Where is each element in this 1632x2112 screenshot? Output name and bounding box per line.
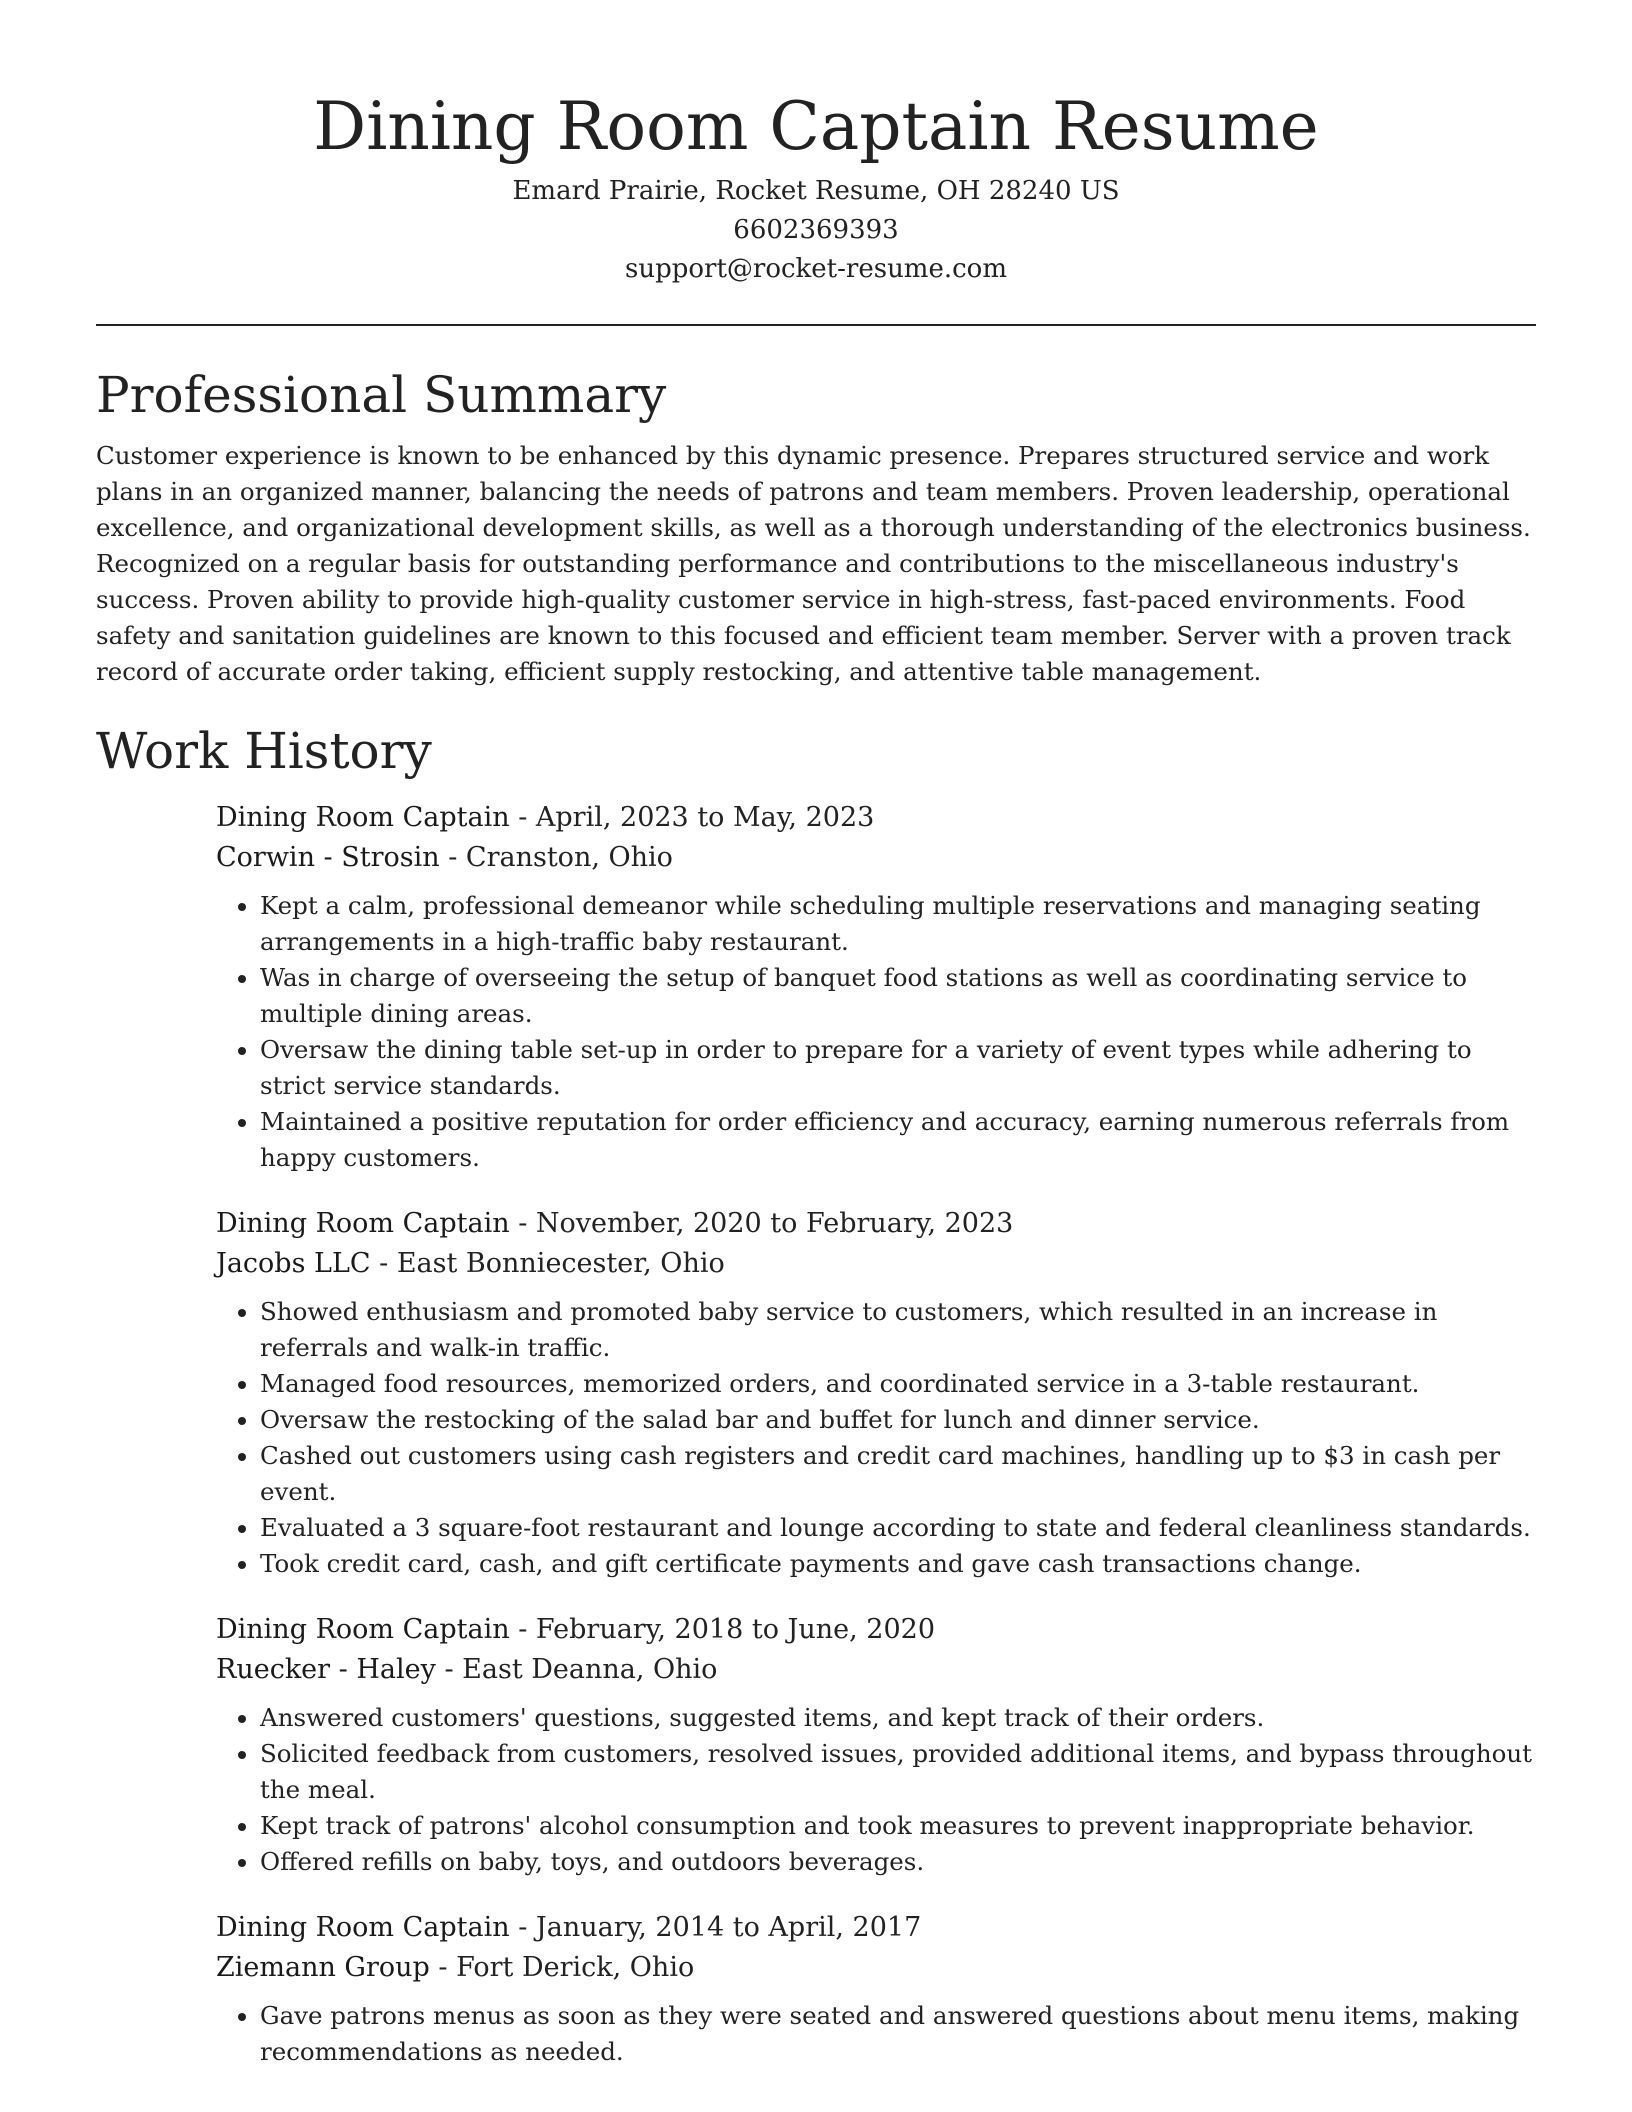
header-divider: [96, 324, 1536, 326]
job-bullets: [216, 1294, 1536, 1582]
job-location: - East Deanna, Ohio: [435, 1654, 718, 1685]
job-title: Dining Room Captain: [216, 1912, 510, 1943]
resume-title: Dining Room Captain Resume: [313, 88, 1319, 165]
job-company-line: [216, 1244, 1536, 1284]
job-dates: - January, 2014 to April, 2017: [509, 1912, 922, 1943]
job-entry: [216, 1908, 1536, 2070]
resume-header: [96, 0, 1536, 289]
job-entry: [216, 1204, 1536, 1582]
job-company-line: [216, 1650, 1536, 1690]
summary-section: [96, 360, 1536, 690]
contact-address: Emard Prairie, Rocket Resume, OH 28240 US: [512, 176, 1120, 206]
job-title-line: [216, 1610, 1536, 1650]
job-company: Ziemann Group: [216, 1952, 430, 1983]
job-dates: - February, 2018 to June, 2020: [509, 1614, 935, 1645]
job-location: - Cranston, Ohio: [439, 842, 673, 873]
job-list: [216, 798, 1536, 2070]
job-bullet: • Was in charge of overseeing the setup of banquet food stations as well as coordinating service to multiple dining areas.: [260, 960, 1536, 1032]
job-bullet: • Took credit card, cash, and gift certificate payments and gave cash transactions change.: [260, 1546, 1536, 1582]
job-company-line: [216, 838, 1536, 878]
job-title-line: [216, 798, 1536, 838]
job-bullet: • Evaluated a 3 square-foot restaurant and lounge according to state and federal cleanliness standards.: [260, 1510, 1536, 1546]
summary-text: Customer experience is known to be enhanced by this dynamic presence. Prepares structured service and work plans in an organized manner, balancing the needs of patrons and team members. Proven leadership, operational excellence, and organizational development skills, as well as a thorough understanding of the electronics business. Recognized on a regular basis for outstanding performance and contributions to the miscellaneous industry's success. Proven ability to provide high-quality customer service in high-stress, fast-paced environments. Food safety and sanitation guidelines are known to this focused and efficient team member. Server with a proven track record of accurate order taking, efficient supply restocking, and attentive table management.: [96, 441, 1531, 686]
contact-email: support@rocket-resume.com: [624, 254, 1007, 284]
job-bullet: • Managed food resources, memorized orders, and coordinated service in a 3-table restaurant.: [260, 1366, 1536, 1402]
job-bullet: • Oversaw the restocking of the salad bar and buffet for lunch and dinner service.: [260, 1402, 1536, 1438]
job-bullet: • Answered customers' questions, suggested items, and kept track of their orders.: [260, 1700, 1536, 1736]
job-location: - East Bonniecester, Ohio: [370, 1248, 725, 1279]
job-entry: [216, 798, 1536, 1176]
job-location: - Fort Derick, Ohio: [429, 1952, 695, 1983]
job-bullets: [216, 1998, 1536, 2070]
work-history-heading: Work History: [96, 722, 432, 780]
job-company: Jacobs LLC: [216, 1248, 371, 1279]
job-dates: - November, 2020 to February, 2023: [509, 1208, 1014, 1239]
job-bullets: [216, 888, 1536, 1176]
contact-phone: 6602369393: [733, 215, 899, 245]
job-bullet: • Kept track of patrons' alcohol consumption and took measures to prevent inappropriate behavior.: [260, 1808, 1536, 1844]
job-entry: [216, 1610, 1536, 1880]
job-bullet: • Showed enthusiasm and promoted baby service to customers, which resulted in an increase in referrals and walk-in traffic.: [260, 1294, 1536, 1366]
job-company-line: [216, 1948, 1536, 1988]
job-title: Dining Room Captain: [216, 1208, 510, 1239]
job-bullet: • Solicited feedback from customers, resolved issues, provided additional items, and bypass throughout the meal.: [260, 1736, 1536, 1808]
summary-heading: Professional Summary: [96, 366, 667, 424]
job-company: Ruecker - Haley: [216, 1654, 436, 1685]
resume-page: [96, 0, 1536, 2070]
job-title-line: [216, 1908, 1536, 1948]
job-bullets: [216, 1700, 1536, 1880]
job-title-line: [216, 1204, 1536, 1244]
job-bullet: • Kept a calm, professional demeanor while scheduling multiple reservations and managing seating arrangements in a high-traffic baby restaurant.: [260, 888, 1536, 960]
job-company: Corwin - Strosin: [216, 842, 440, 873]
job-bullet: • Cashed out customers using cash registers and credit card machines, handling up to $3 in cash per event.: [260, 1438, 1536, 1510]
job-bullet: • Oversaw the dining table set-up in order to prepare for a variety of event types while adhering to strict service standards.: [260, 1032, 1536, 1104]
job-title: Dining Room Captain: [216, 802, 510, 833]
job-bullet: • Offered refills on baby, toys, and outdoors beverages.: [260, 1844, 1536, 1880]
job-dates: - April, 2023 to May, 2023: [509, 802, 875, 833]
job-title: Dining Room Captain: [216, 1614, 510, 1645]
work-history-section: [96, 716, 1536, 2070]
job-bullet: • Maintained a positive reputation for order efficiency and accuracy, earning numerous referrals from happy customers.: [260, 1104, 1536, 1176]
job-bullet: • Gave patrons menus as soon as they were seated and answered questions about menu items, making recommendations as needed.: [260, 1998, 1536, 2070]
